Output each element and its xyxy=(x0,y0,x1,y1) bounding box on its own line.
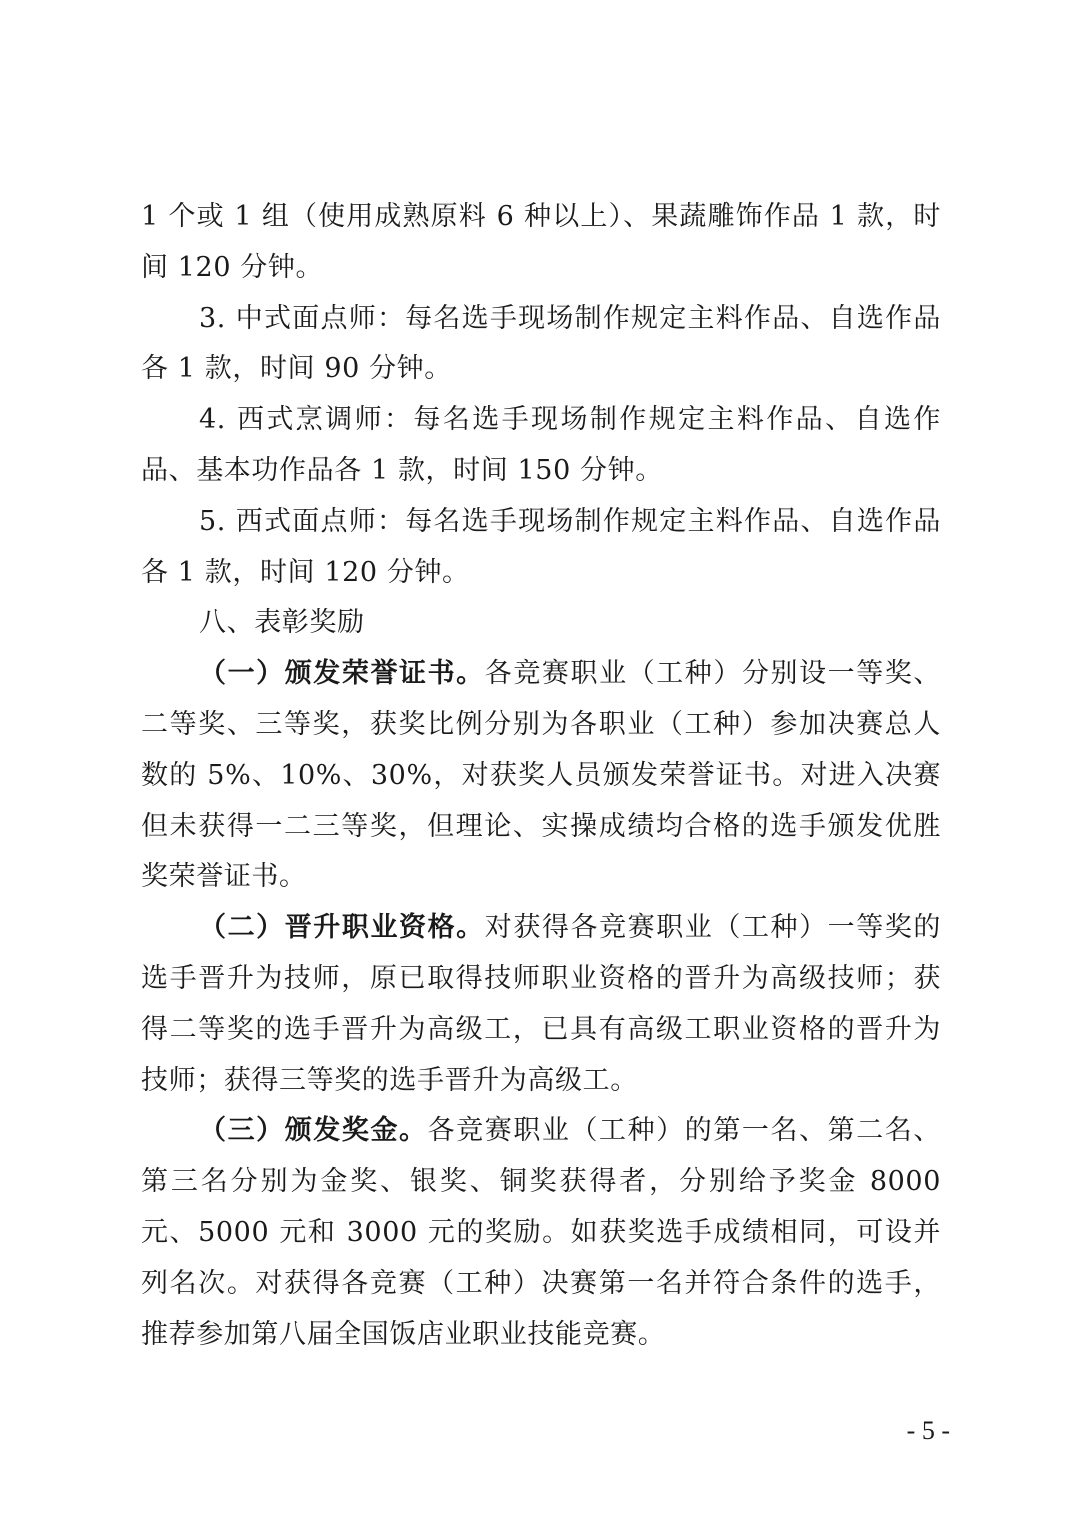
section-heading: 八、表彰奖励 xyxy=(199,607,365,639)
award-item-certificate xyxy=(141,649,941,903)
award-item-text: 对获得各竞赛职业（工种）一等奖的选手晋升为技师，原已取得技师职业资格的晋升为高级技师；获得二等奖的选手晋升为高级工，已具有高级工职业资格的晋升为技师；获得三等奖的选手晋升为高级工。 xyxy=(141,912,941,1096)
paragraph-western-pastry: 5. 西式面点师：每名选手现场制作规定主料作品、自选作品各 1 款，时间 120 分钟。 xyxy=(141,505,941,588)
award-item-lead: （二）晋升职业资格。 xyxy=(199,912,485,944)
award-item-lead: （三）颁发奖金。 xyxy=(199,1115,428,1147)
paragraph-western-cook: 4. 西式烹调师：每名选手现场制作规定主料作品、自选作品、基本功作品各 1 款，时间 150 分钟。 xyxy=(141,404,941,486)
page-number: - 5 - xyxy=(906,1416,950,1445)
document-body xyxy=(141,192,941,1360)
award-item-text: 各竞赛职业（工种）的第一名、第二名、第三名分别为金奖、银奖、铜奖获得者，分别给予奖金 8000 元、5000 元和 3000 元的奖励。如获奖选手成绩相同，可设并列名次。对获得各竞赛（工种）决赛第一名并符合条件的选手，推荐参加第八届全国饭店业职业技能竞赛。 xyxy=(141,1115,941,1350)
paragraph-continuation: 1 个或 1 组（使用成熟原料 6 种以上）、果蔬雕饰作品 1 款，时间 120 分钟。 xyxy=(141,201,941,283)
award-item-text: 各竞赛职业（工种）分别设一等奖、二等奖、三等奖，获奖比例分别为各职业（工种）参加决赛总人数的 5%、10%、30%，对获奖人员颁发荣誉证书。对进入决赛但未获得一二三等奖，但理论、实操成绩均合格的选手颁发优胜奖荣誉证书。 xyxy=(141,658,941,893)
award-item-lead: （一）颁发荣誉证书。 xyxy=(199,658,485,690)
paragraph-chinese-pastry: 3. 中式面点师：每名选手现场制作规定主料作品、自选作品各 1 款，时间 90 分钟。 xyxy=(141,302,941,385)
award-item-bonus xyxy=(141,1106,941,1360)
award-item-qualification xyxy=(141,903,941,1106)
